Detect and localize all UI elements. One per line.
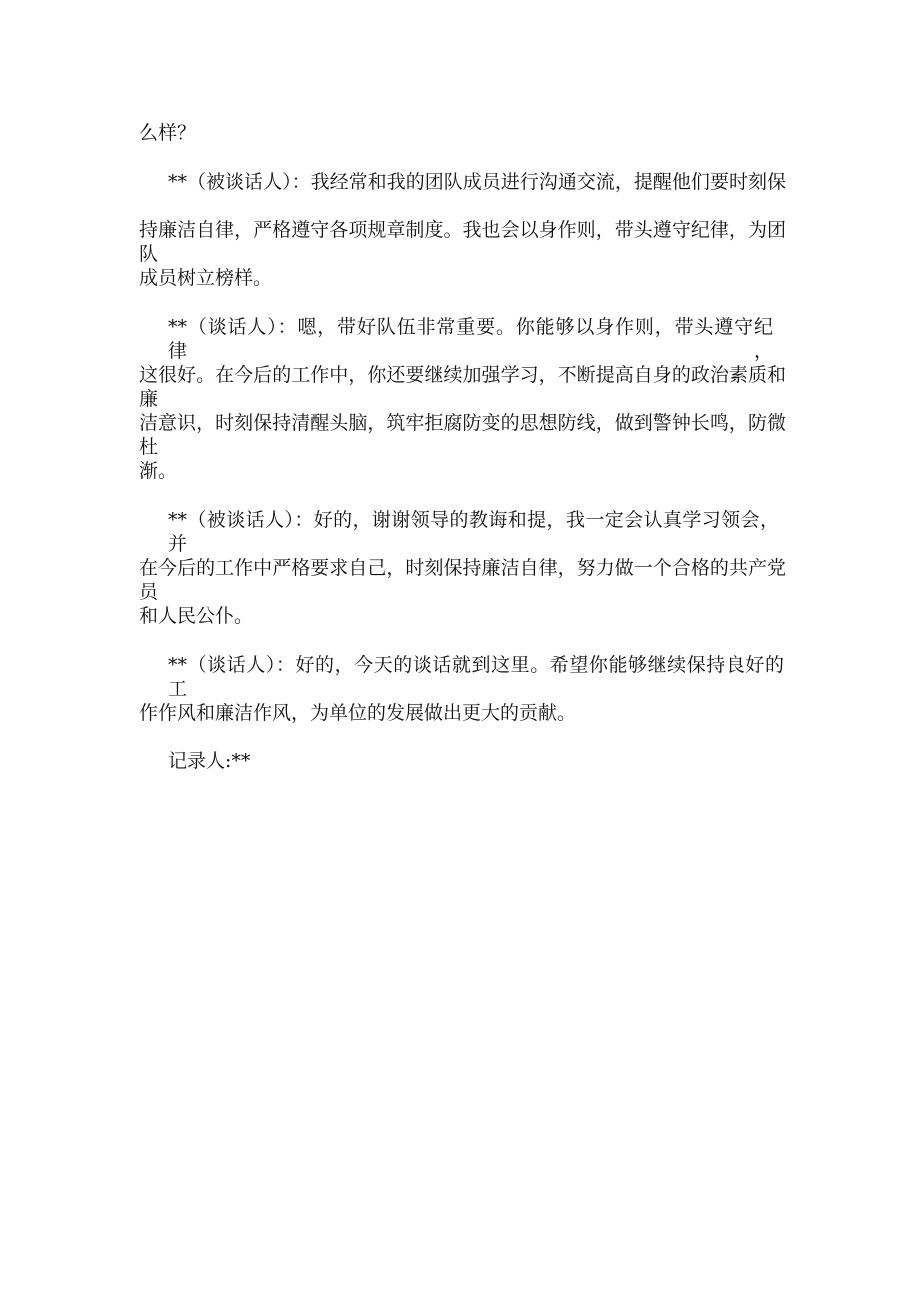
text-line: 洁意识，时刻保持清醒头脑，筑牢拒腐防变的思想防线，做到警钟长鸣，防微杜 (139, 412, 786, 458)
text-line: **（被谈话人）：好的，谢谢领导的教诲和提，我一定会认真学习领会，并 (168, 509, 779, 555)
text-line: 成员树立榜样。 (139, 267, 273, 289)
text-line: 渐。 (139, 460, 178, 482)
text-line: 这很好。在今后的工作中，你还要继续加强学习，不断提高自身的政治素质和廉 (139, 364, 786, 410)
text-line: **（谈话人）：好的，今天的谈话就到这里。希望你能够继续保持良好的工 (168, 654, 784, 700)
text-line: 和人民公仆。 (139, 605, 254, 627)
text-line: 么样？ (139, 122, 197, 144)
recorder-line: 记录人:** (168, 750, 251, 772)
text-line: 在今后的工作中严格要求自己，时刻保持廉洁自律，努力做一个合格的共产党员 (139, 557, 786, 603)
text-line: **（被谈话人）：我经常和我的团队成员进行沟通交流，提醒他们要时刻保 (168, 171, 786, 193)
text-line: **（谈话人）：嗯，带好队伍非常重要。你能够以身作则，带头遵守纪律， (168, 316, 773, 362)
text-line: 持廉洁自律，严格遵守各项规章制度。我也会以身作则，带头遵守纪律，为团队 (139, 219, 786, 265)
text-line: 作作风和廉洁作风，为单位的发展做出更大的贡献。 (139, 702, 577, 724)
